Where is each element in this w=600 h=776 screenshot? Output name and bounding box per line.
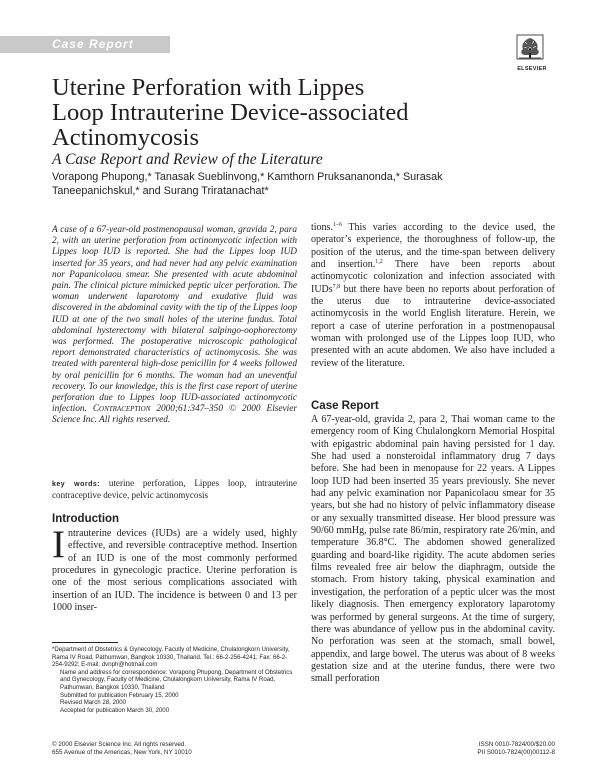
- footnote-accepted: Accepted for publication March 30, 2000: [60, 706, 170, 714]
- reference-superscript: 1–6: [332, 222, 342, 228]
- footnote-affiliation: *Department of Obstetrics & Gynecology, Faculty of Medicine, Chulalongkorn University, Rama IV Road, Pathumwan, Bangkok 10330, Thailand. Tel.: 66-2-256-4241; Fax: 66-2-254-9292; E-mail: dvnph@hotmail.com: [52, 646, 290, 669]
- footer-identifiers: [345, 741, 555, 757]
- footnote-submitted: Submitted for publication February 15, 2000: [60, 691, 179, 699]
- footnote-divider: [52, 642, 118, 643]
- article-title: Uterine Perforation with Lippes Loop Intrauterine Device-associated Actinomycosis: [52, 74, 409, 151]
- intro-cont-text-1: tions.: [311, 222, 333, 233]
- case-report-heading: Case Report: [311, 400, 379, 412]
- article-subtitle: A Case Report and Review of the Literature: [52, 151, 323, 168]
- intro-cont-text-2: This varies according to the device used, the operator’s experience, the thoroughness of follow-up, the position of the uterus, and the time-span between delivery and insertion.: [311, 222, 555, 271]
- keywords-text: uterine perforation, Lippes loop, intrauterine contraceptive device, pelvic actinomycosis: [52, 478, 297, 501]
- elsevier-tree-icon: [516, 34, 544, 64]
- keywords: [52, 478, 297, 502]
- keywords-label: key words:: [52, 481, 101, 488]
- introduction-text: ntrauterine devices (IUDs) are a widely used, highly effective, and reversible contraceptive method. Insertion of an IUD is one of the most commonly performed procedures in gynecologic practice. Uterine perforation is one of the most serious complications associated with insertion of an IUD. The incidence is between 0 and 13 per 1000 inser-: [52, 528, 297, 614]
- introduction-heading: Introduction: [52, 513, 120, 525]
- abstract-citation: 2000;61:347–350: [156, 404, 223, 415]
- footer-publisher: [52, 741, 312, 757]
- reference-superscript: 1,2: [375, 259, 383, 266]
- footnotes: [52, 646, 297, 714]
- abstract-copyright: © 2000 Elsevier Science Inc. All rights reserved.: [52, 404, 297, 426]
- elsevier-logo: [512, 34, 550, 76]
- footer-pii: PII S0010-7824(00)00112-8: [477, 749, 555, 756]
- reference-superscript: 7,8: [332, 283, 341, 290]
- case-report-banner: Case Report: [0, 36, 170, 53]
- elsevier-wordmark: ELSEVIER: [517, 66, 547, 72]
- drop-cap: I: [52, 523, 65, 566]
- introduction-continued: [311, 222, 555, 370]
- footnote-revised: Revised March 28, 2000: [60, 699, 127, 707]
- author-list: Vorapong Phupong,* Tanasak Sueblinvong,* Kamthorn Pruksananonda,* Surasak Taneepanichskul,* and Surang Triratanachat*: [52, 171, 443, 197]
- abstract-journal-ref: Contraception: [92, 404, 151, 415]
- footer-address: 655 Avenue of the Americas, New York, NY 10010: [52, 749, 192, 756]
- case-report-body: A 67-year-old, gravida 2, para 2, Thai woman came to the emergency room of King Chulalongkorn Memorial Hospital with epigastric abdominal pain having persisted for 1 day. She had used a nonsteroidal inflammatory drug 7 days before. She had been in menopause for 22 years. A Lippes loop IUD had been inserted 35 years previously. She never had any pelvic examination nor Papanicolaou smear for 35 years, but she had no history of pelvic inflammatory disease or any sexually transmitted disease. Her blood pressure was 90/60 mmHg, pulse rate 86/min, respiratory rate 26/min, and temperature 36.8°C. The abdomen showed generalized guarding and board-like rigidity. The acute abdomen series films revealed free air below the diaphragm, outside the stomach. From history taking, physical examination and investigation, the perforation of a peptic ulcer was the most likely diagnosis. Then emergency exploratory laparotomy was performed by general surgeons. At the time of surgery, there was abundance of yellow pus in the abdominal cavity. No perforation was seen at the stomach, small bowel, appendix, and large bowel. The uterus was about of 8 weeks gestation size and at the uterine fundus, there were two small perforation: [311, 414, 555, 685]
- intro-cont-text-3: There have been reports about actinomycotic colonization and infection associated with IUDs: [311, 259, 555, 295]
- abstract-text: A case of a 67-year-old postmenopausal woman, gravida 2, para 2, with an uterine perforation from actinomycotic infection with Lippes loop IUD is reported. She had the Lippes loop IUD inserted for 35 years, and had never had any pelvic examination nor Papanicolaou smear. She presented with acute abdominal pain. The clinical picture mimicked peptic ulcer perforation. The woman underwent laparotomy and exudative fluid was discovered in the abdominal cavity with the tip of the Lippes loop IUD at one of the two small holes of the uterine fundus. Total abdominal hysterectomy with bilateral salpingo-oophorectomy was performed. The postoperative microscopic pathological report demonstrated characteristics of actinomycosis. She was treated with parenteral high-dose penicillin for 4 weeks followed by oral penicillin for 6 months. The woman had an uneventful recovery. To our knowledge, this is the first case report of uterine perforation due to Lippes loop IUD-associated actinomycotic infection.: [52, 225, 297, 415]
- footer-copyright: © 2000 Elsevier Science Inc. All rights reserved.: [52, 741, 187, 748]
- footnote-correspondence: Name and address for correspondence: Vorapong Phupong, Department of Obstetrics and Gynecology, Faculty of Medicine, Chulalongkorn University, Rama IV Road, Pathumwan, Bangkok 10330, Thailand: [60, 668, 293, 691]
- intro-cont-text-4: but there have been no reports about perforation of the uterus due to intrauterine device-associated actinomycosis in the world English literature. Herein, we report a case of uterine perforation in a postmenopausal woman with prolonged use of the Lippes loop IUD, who presented with an acute abdomen. We also have included a review of the literature.: [311, 283, 555, 369]
- abstract: [52, 225, 297, 427]
- introduction-body: [52, 523, 297, 614]
- footer-issn: ISSN 0010-7824/00/$20.00: [478, 741, 555, 748]
